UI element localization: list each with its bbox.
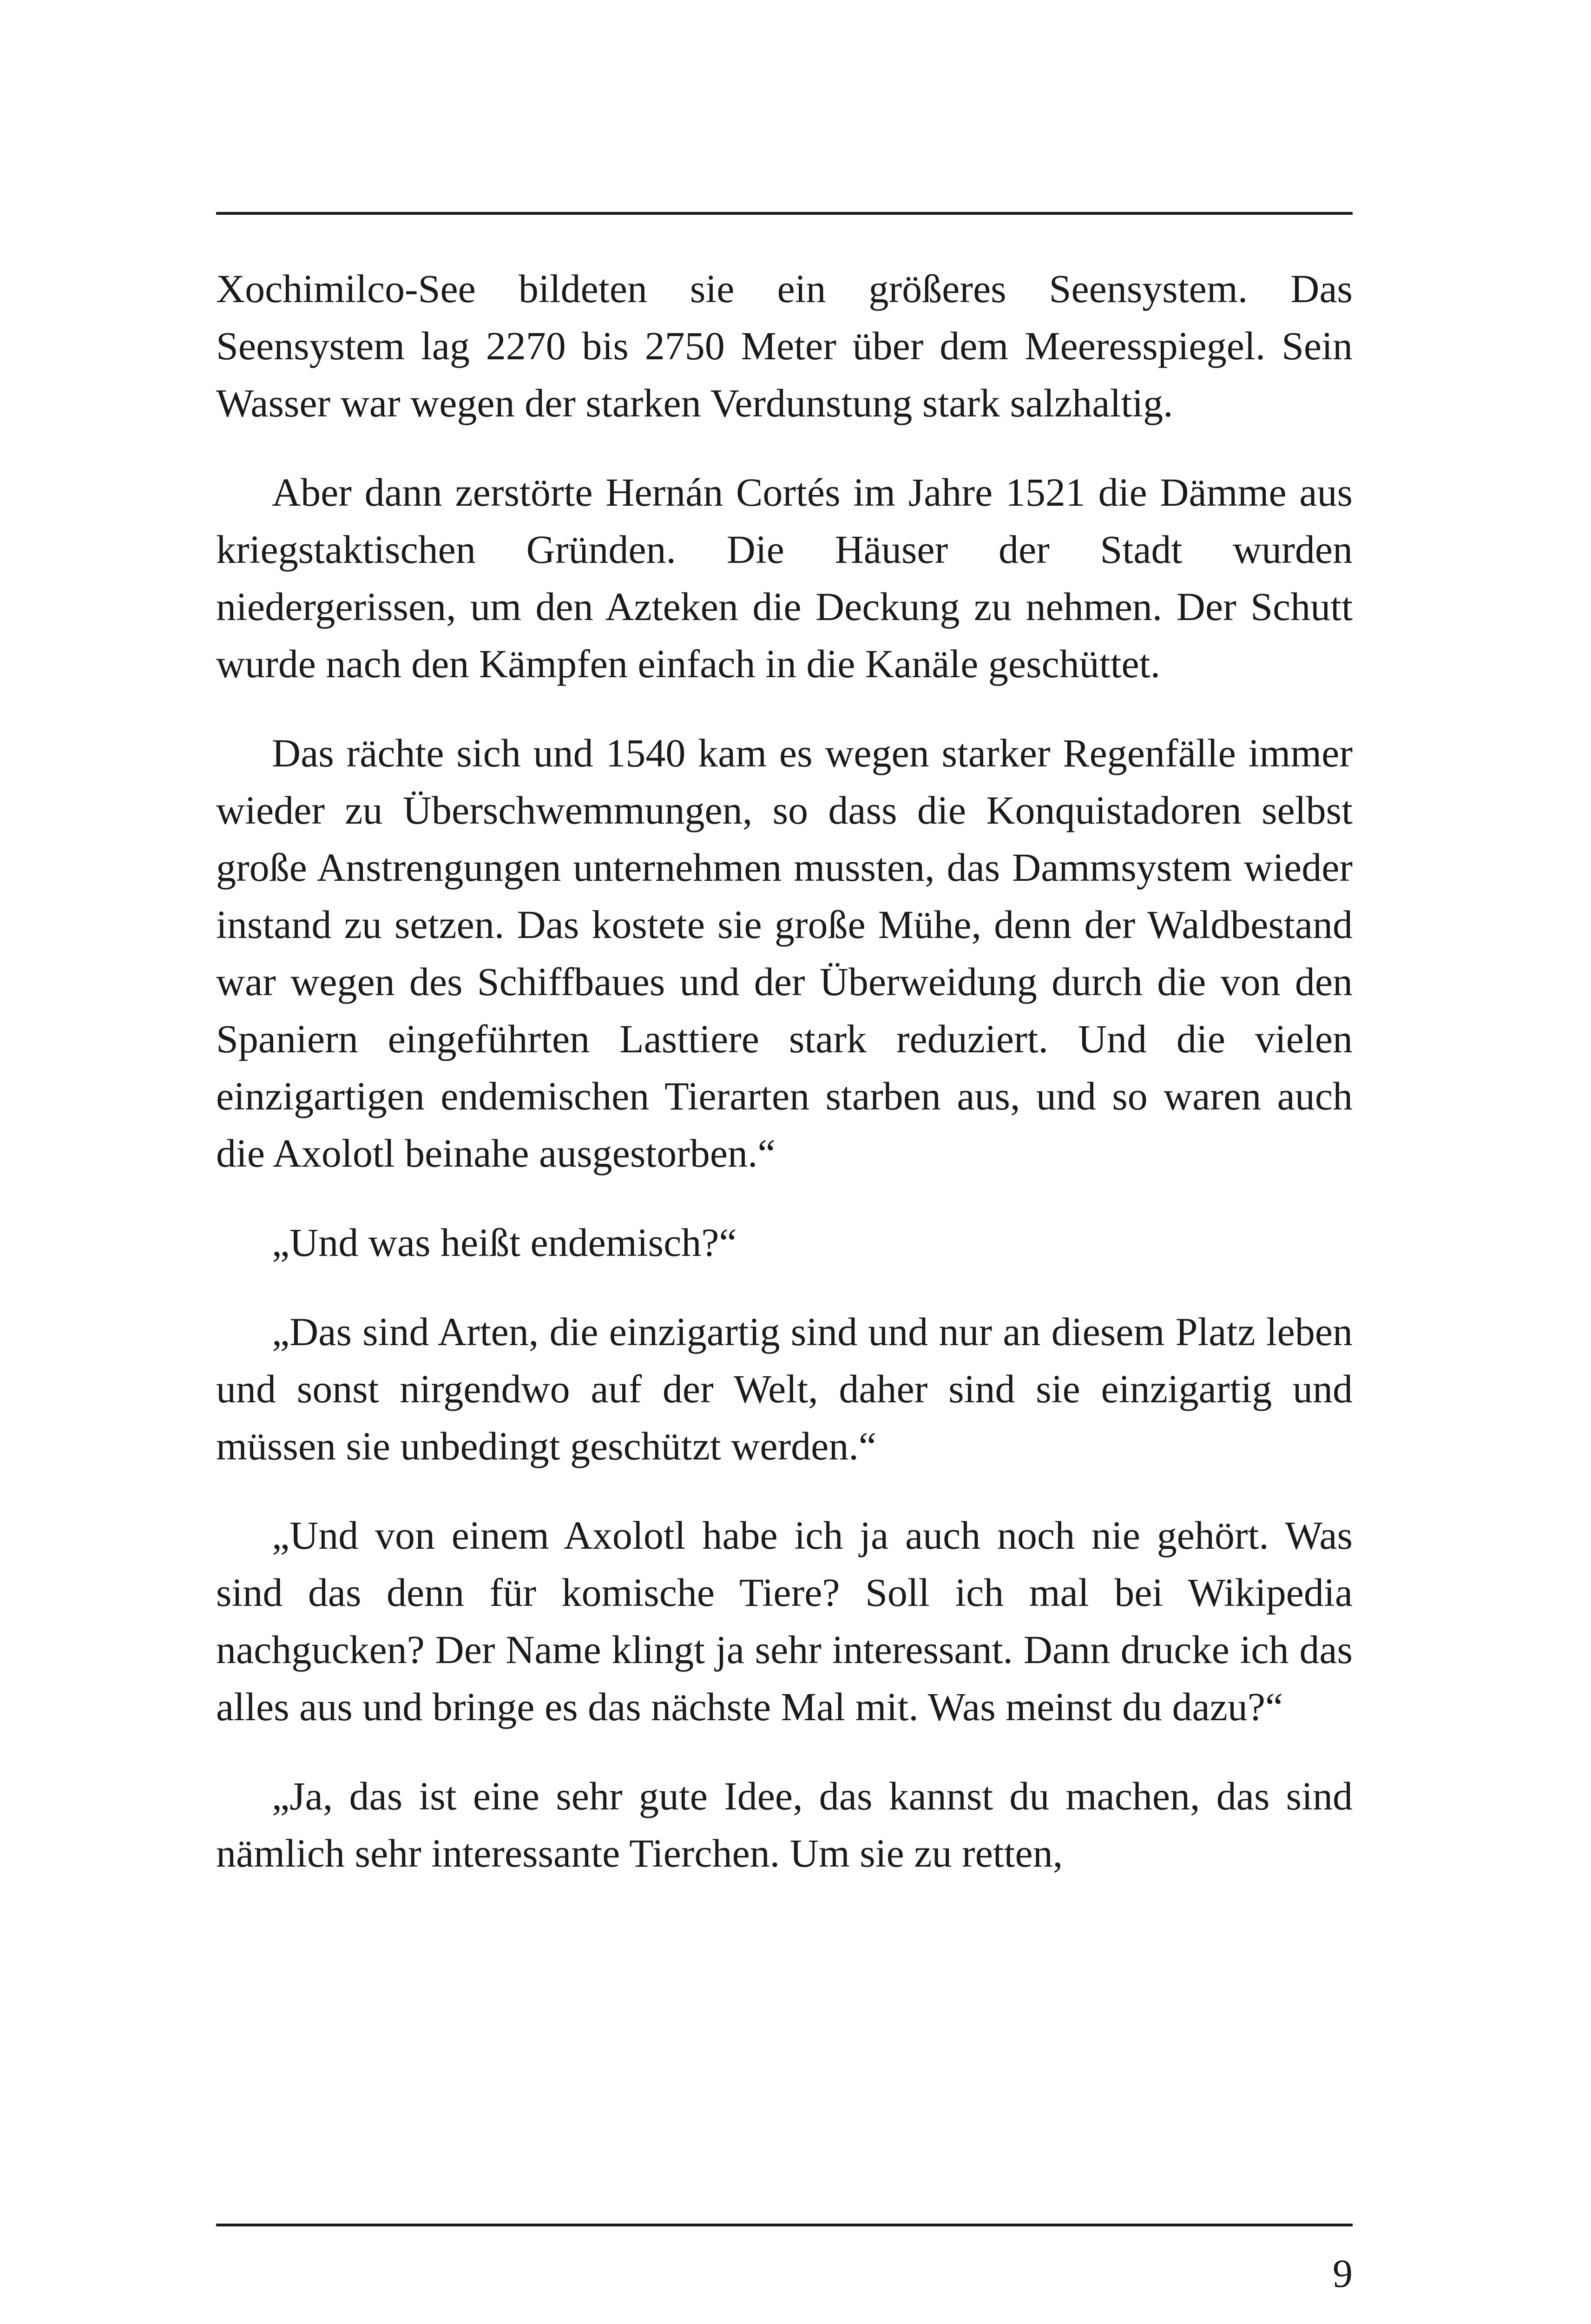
dialogue-paragraph: „Und von einem Axolotl habe ich ja auch noch nie gehört. Was sind das denn für komische Tiere? Soll ich mal bei Wikipedia nachgucken? Der Name klingt ja sehr interessant. Dann drucke ich das alles aus und bringe es das nächste Mal mit. Was meinst du dazu?“ xyxy=(216,1513,1353,1729)
dialogue-paragraph: „Ja, das ist eine sehr gute Idee, das kannst du machen, das sind nämlich sehr interessante Tierchen. Um sie zu retten, xyxy=(216,1774,1353,1875)
paragraph-continued: Xochimilco-See bildeten sie ein größeres Seensystem. Das Seensystem lag 2270 bis 2750 Meter über dem Meeresspiegel. Sein Wasser war wegen der starken Verdunstung stark salzhaltig. xyxy=(216,266,1353,425)
dialogue-paragraph: „Und was heißt endemisch?“ xyxy=(272,1220,737,1265)
body-text xyxy=(216,260,1353,1914)
page-number: 9 xyxy=(1333,2251,1353,2296)
paragraph: Aber dann zerstörte Hernán Cortés im Jahre 1521 die Dämme aus kriegstaktischen Gründen. Die Häuser der Stadt wurden niedergerissen, um den Azteken die Deckung zu nehmen. Der Schutt wurde nach den Kämpfen einfach in die Kanäle geschüttet. xyxy=(216,470,1353,686)
dialogue-paragraph: „Das sind Arten, die einzigartig sind und nur an diesem Platz leben und sonst nirgendwo auf der Welt, daher sind sie einzigartig und müssen sie unbedingt geschützt werden.“ xyxy=(216,1309,1353,1468)
header-rule xyxy=(216,212,1353,215)
paragraph: Das rächte sich und 1540 kam es wegen starker Regenfälle immer wieder zu Überschwemmungen, so dass die Konquistadoren selbst große Anstrengungen unternehmen mussten, das Dammsystem wieder instand zu setzen. Das kostete sie große Mühe, denn der Waldbestand war wegen des Schiffbaues und der Überweidung durch die von den Spaniern eingeführten Lasttiere stark reduziert. Und die vielen einzigartigen endemischen Tierarten starben aus, und so waren auch die Axolotl beinahe ausgestorben.“ xyxy=(216,731,1353,1175)
footer-rule xyxy=(216,2224,1353,2226)
